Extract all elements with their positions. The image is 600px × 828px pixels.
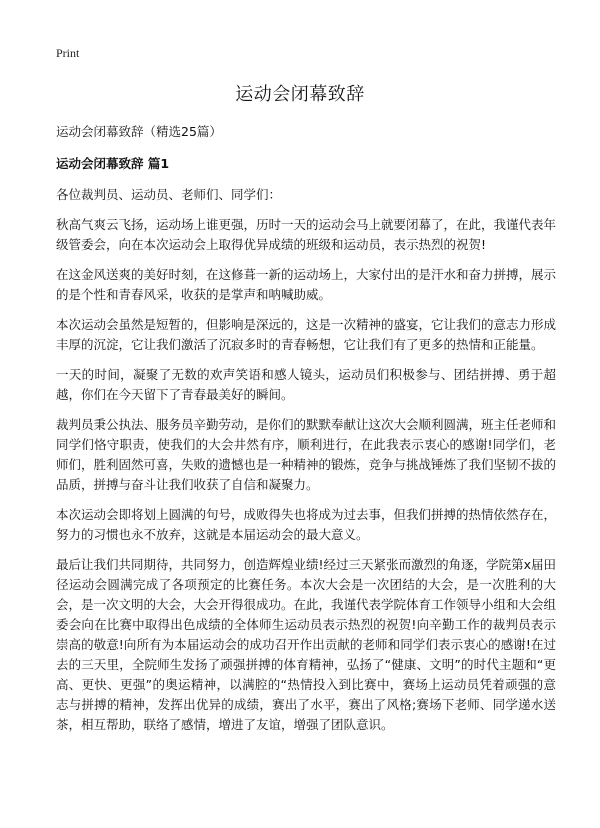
section-heading: 运动会闭幕致辞 篇1 [56,156,170,171]
paragraph: 本次运动会虽然是短暂的，但影响是深远的，这是一次精神的盛宴，它让我们的意志力形成丰厚的沉淀，它让我们激活了沉寂多时的青春畅想，它让我们有了更多的热情和正能量。 [56,317,557,352]
print-link[interactable]: Print [56,46,80,60]
paragraph: 秋高气爽云飞扬，运动场上谁更强，历时一天的运动会马上就要闭幕了，在此，我谨代表年级管委会，向在本次运动会上取得优异成绩的班级和运动员，表示热烈的祝贺! [56,217,557,252]
paragraph: 一天的时间，凝聚了无数的欢声笑语和感人镜头，运动员们积极参与、团结拼搏、勇于超越，你们在今天留下了青春最美好的瞬间。 [56,367,556,402]
paragraph-greeting: 各位裁判员、运动员、老师们、同学们： [56,187,282,202]
paragraph: 裁判员秉公执法、服务员辛勤劳动，是你们的默默奉献让这次大会顺利圆满，班主任老师和同学们恪守职责，使我们的大会井然有序，顺利进行，在此我表示衷心的感谢!同学们，老师们，胜利固然可喜，失败的遗憾也是一种精神的锻炼，竞争与挑战锤炼了我们坚韧不拔的品质，拼搏与奋斗让我们收获了自信和凝聚力。 [56,417,557,492]
document-title: 运动会闭幕致辞 [235,84,365,105]
paragraph: 最后让我们共同期待，共同努力，创造辉煌业绩!经过三天紧张而激烈的角逐，学院第x届田径运动会圆满完成了各项预定的比赛任务。本次大会是一次团结的大会，是一次胜利的大会，是一次文明的大会，大会开得很成功。在此，我谨代表学院体育工作领导小组和大会组委会向在比赛中取得出色成绩的全体师生运动员表示热烈的祝贺!向辛勤工作的裁判员表示崇高的敬意!向所有为本届运动会的成功召开作出贡献的老师和同学们表示衷心的感谢!在过去的三天里，全院师生发扬了顽强拼搏的体育精神，弘扬了“健康、文明”的时代主题和“更高、更快、更强”的奥运精神，以满腔的“热情投入到比赛中，赛场上运动员凭着顽强的意志与拼搏的精神，发挥出优异的成绩，赛出了水平，赛出了风格;赛场下老师、同学递水送茶，相互帮助，联络了感情，增进了友谊，增强了团队意识。 [56,557,557,732]
document-body [56,122,556,745]
document-subtitle: 运动会闭幕致辞（精选25篇） [56,124,222,139]
paragraph: 本次运动会即将划上圆满的句号，成败得失也将成为过去事，但我们拼搏的热情依然存在，努力的习惯也永不放弃，这就是本届运动会的最大意义。 [56,507,557,542]
paragraph: 在这金风送爽的美好时刻，在这修葺一新的运动场上，大家付出的是汗水和奋力拼搏，展示的是个性和青春风采，收获的是掌声和呐喊助威。 [56,267,557,302]
